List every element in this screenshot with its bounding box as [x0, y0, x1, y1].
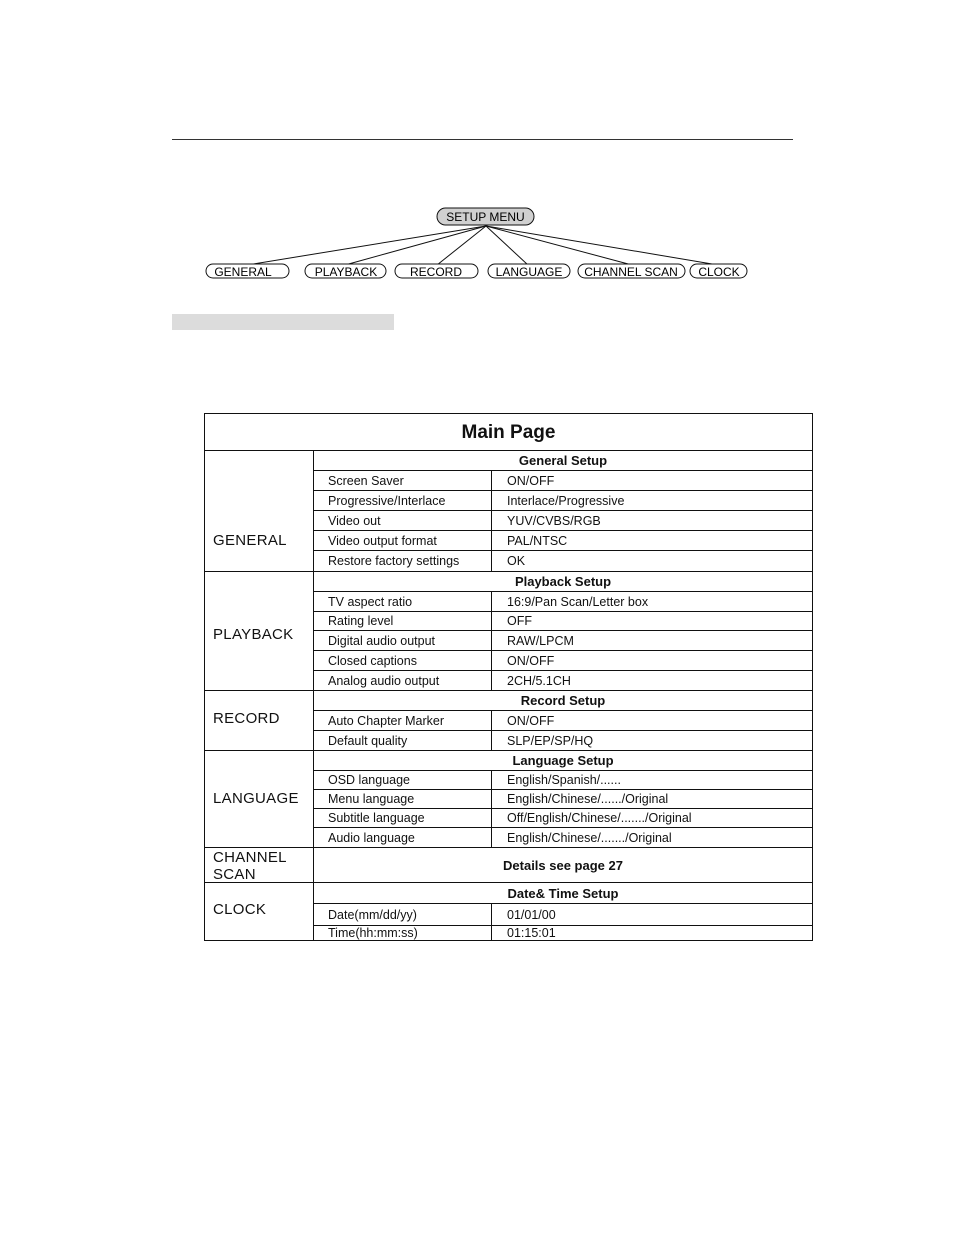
setting-name: Analog audio output [314, 671, 492, 690]
table-row [314, 491, 812, 511]
svg-text:SETUP MENU: SETUP MENU [446, 210, 525, 224]
table-row [314, 531, 812, 551]
clock-setup-header: Date& Time Setup [314, 883, 812, 904]
setup-menu-tree [0, 0, 954, 300]
setting-name: Digital audio output [314, 631, 492, 650]
language-label: LANGUAGE [213, 790, 299, 807]
svg-text:CHANNEL SCAN: CHANNEL SCAN [584, 265, 678, 279]
table-row [314, 471, 812, 491]
svg-text:LANGUAGE: LANGUAGE [495, 265, 563, 279]
table-title: Main Page [205, 414, 812, 451]
setting-value: YUV/CVBS/RGB [507, 513, 601, 528]
setting-value: 01/01/00 [507, 907, 556, 922]
setting-name: Closed captions [314, 651, 492, 670]
setting-name: Progressive/Interlace [314, 491, 492, 510]
general-label: GENERAL [213, 532, 287, 549]
setting-name: Screen Saver [314, 471, 492, 490]
setting-value: PAL/NTSC [507, 533, 568, 548]
svg-text:PLAYBACK: PLAYBACK [314, 265, 378, 279]
section-heading-bar [172, 314, 394, 330]
setting-name: Audio language [314, 828, 492, 847]
setting-name: Video output format [314, 531, 492, 550]
tree-node-record [395, 264, 478, 279]
setting-value: ON/OFF [507, 713, 555, 728]
record-label: RECORD [213, 710, 280, 727]
record-section [205, 691, 812, 751]
setting-name: Restore factory settings [314, 551, 492, 571]
table-row [314, 828, 812, 847]
channel-scan-section [205, 848, 812, 883]
setting-value: English/Spanish/...... [507, 773, 621, 787]
tree-node-clock [690, 264, 747, 279]
setting-name: Default quality [314, 731, 492, 750]
general-section [205, 451, 812, 572]
setting-value: OK [507, 554, 526, 568]
clock-section [205, 883, 812, 940]
setting-value: 01:15:01 [507, 926, 556, 940]
clock-settings [313, 883, 812, 940]
table-row [314, 631, 812, 651]
tree-node-language [488, 264, 570, 279]
playback-label: PLAYBACK [213, 626, 294, 643]
setting-name: OSD language [314, 771, 492, 789]
channel-scan-detail-text: Details see page 27 [503, 857, 623, 873]
channel-scan-label-line1: CHANNEL [213, 849, 287, 866]
setting-name: Rating level [314, 612, 492, 630]
setting-name: Menu language [314, 790, 492, 808]
language-section [205, 751, 812, 848]
table-row [314, 904, 812, 926]
setting-value: 2CH/5.1CH [507, 673, 571, 688]
setting-value: Off/English/Chinese/......./Original [507, 811, 692, 825]
svg-text:CLOCK: CLOCK [698, 265, 740, 279]
table-row [314, 612, 812, 631]
table-row [314, 926, 812, 940]
svg-text:RECORD: RECORD [409, 265, 463, 279]
table-row [314, 551, 812, 571]
record-setup-header: Record Setup [314, 691, 812, 711]
setting-value: 16:9/Pan Scan/Letter box [507, 594, 649, 609]
setting-value: ON/OFF [507, 473, 555, 488]
table-row [314, 592, 812, 612]
setting-value: English/Chinese/......./Original [507, 830, 672, 845]
table-row [314, 790, 812, 809]
table-row [314, 511, 812, 531]
table-row [314, 711, 812, 731]
setting-value: ON/OFF [507, 653, 555, 668]
tree-node-general [206, 264, 289, 279]
setting-value: English/Chinese/....../Original [507, 792, 669, 806]
language-settings [313, 751, 812, 847]
record-settings [313, 691, 812, 750]
tree-node-channel-scan [578, 264, 685, 279]
setting-value: SLP/EP/SP/HQ [507, 733, 594, 748]
table-row [314, 809, 812, 828]
table-row [314, 771, 812, 790]
setting-name: Auto Chapter Marker [314, 711, 492, 730]
general-setup-header: General Setup [314, 451, 812, 471]
language-setup-header: Language Setup [314, 751, 812, 771]
tree-node-playback [305, 264, 386, 279]
playback-section [205, 572, 812, 691]
svg-text:GENERAL: GENERAL [214, 265, 272, 279]
playback-setup-header: Playback Setup [314, 572, 812, 592]
playback-settings [313, 572, 812, 690]
table-row [314, 731, 812, 750]
setting-value: RAW/LPCM [507, 633, 574, 648]
channel-scan-label-line2: SCAN [213, 866, 256, 883]
setting-name: Time(hh:mm:ss) [314, 926, 492, 940]
tree-root-node [437, 208, 534, 225]
general-settings [313, 451, 812, 571]
table-row [314, 671, 812, 690]
setting-value: Interlace/Progressive [507, 493, 625, 508]
setting-name: Video out [314, 511, 492, 530]
table-row [314, 651, 812, 671]
setting-name: Subtitle language [314, 809, 492, 827]
clock-label: CLOCK [213, 901, 267, 918]
channel-scan-details [313, 848, 812, 882]
main-page-table [204, 413, 813, 941]
setting-value: OFF [507, 614, 532, 628]
setting-name: TV aspect ratio [314, 592, 492, 611]
channel-scan-label [213, 849, 287, 883]
setting-name: Date(mm/dd/yy) [314, 904, 492, 925]
